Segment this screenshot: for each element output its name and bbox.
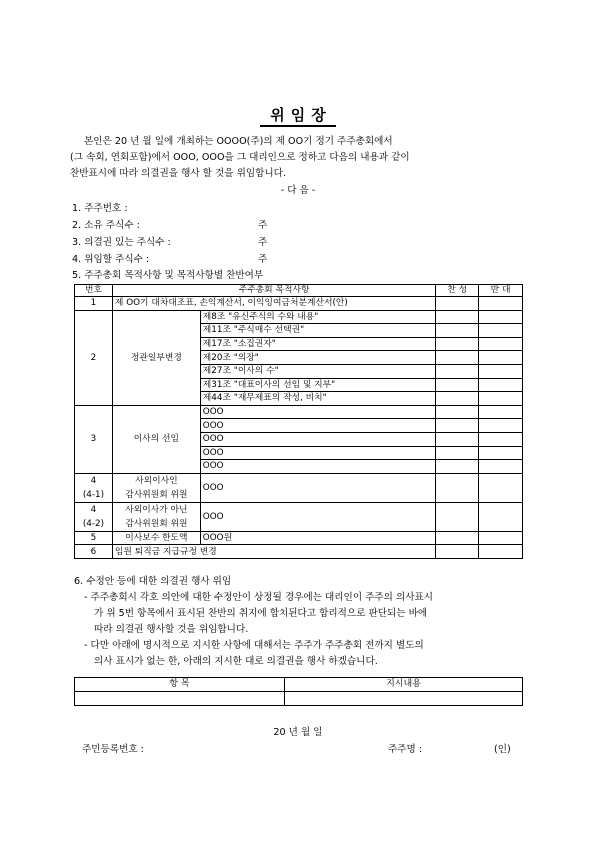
vote-for-cell[interactable] (436, 545, 479, 559)
table-header-row (75, 678, 523, 692)
row-subject: 이사보수 한도액 (112, 531, 200, 545)
vote-for-cell[interactable] (436, 446, 479, 460)
row-subject: 제 OO기 대차대조표, 손익계산서, 이익잉여금처분계산서(안) (112, 297, 435, 311)
vote-against-cell[interactable] (479, 324, 523, 338)
instruction-content-cell[interactable] (285, 692, 523, 706)
vote-against-cell[interactable] (479, 405, 523, 419)
unit-shares: 주 (258, 237, 268, 248)
intro-line: 찬반표시에 따라 의결권을 행사 할 것을 위임합니다. (70, 168, 286, 179)
sub-item: OOO (200, 432, 435, 446)
sub-item: OOO (200, 502, 435, 531)
shareholder-name-label: 주주명 : (388, 744, 423, 755)
row-subject-line: 사외이사인 (135, 475, 178, 486)
instruction-item-cell[interactable] (75, 692, 285, 706)
row-number (75, 502, 113, 531)
table-row (75, 531, 523, 545)
document-title: 위임장 (70, 104, 526, 125)
vote-for-cell[interactable] (436, 419, 479, 433)
row-number: 6 (75, 545, 113, 559)
vote-against-cell[interactable] (479, 531, 523, 545)
unit-shares: 주 (258, 254, 268, 265)
delegation-notes (74, 574, 526, 670)
vote-against-cell[interactable] (479, 432, 523, 446)
row-subject (112, 473, 200, 502)
sub-item: OOO (200, 446, 435, 460)
sub-item: OOO (200, 460, 435, 474)
vote-against-cell[interactable] (479, 460, 523, 474)
vote-against-cell[interactable] (479, 337, 523, 351)
sub-item: 제27조 "이사의 수" (200, 364, 435, 378)
sub-item: 제20조 "의장" (200, 351, 435, 365)
sub-item: 제44조 "재무제표의 작성, 비치" (200, 392, 435, 406)
intro-line: (그 속회, 연회포함)에서 OOO, OOO을 그 대리인으로 정하고 다음의 내용과 같이 (70, 152, 410, 163)
item-owned-shares: 2. 소유 주식수 : (72, 220, 140, 231)
row-number-main: 4 (90, 504, 97, 515)
agenda-table (74, 284, 523, 559)
vote-against-cell[interactable] (479, 351, 523, 365)
note-line: - 다만 아래에 명시적으로 지시한 사항에 대해서는 주주가 주주총회 전까지 별도의 (84, 640, 424, 651)
intro-paragraph (70, 134, 526, 182)
vote-against-cell[interactable] (479, 378, 523, 392)
vote-for-cell[interactable] (436, 310, 479, 324)
row-number: 3 (75, 405, 113, 473)
table-row (75, 297, 523, 311)
sub-item: 제17조 "소집권자" (200, 337, 435, 351)
notes-heading: 6. 수정안 등에 대한 의결권 행사 위임 (74, 576, 232, 587)
header-against: 반 대 (479, 285, 523, 297)
row-subject: 정관일부변경 (112, 310, 200, 405)
vote-against-cell[interactable] (479, 392, 523, 406)
row-number-sub: (4-2) (82, 518, 105, 529)
row-number (75, 473, 113, 502)
vote-for-cell[interactable] (436, 502, 479, 531)
vote-for-cell[interactable] (436, 364, 479, 378)
note-line: 가 위 5번 항목에서 표시된 찬반의 취지에 합치된다고 합리적으로 판단되는 바에 (94, 608, 428, 619)
table-row (75, 545, 523, 559)
header-for: 찬 성 (436, 285, 479, 297)
vote-for-cell[interactable] (436, 297, 479, 311)
item-shareholder-number: 1. 주주번호 : (72, 203, 128, 214)
sub-item: 제11조 "주식매수 선택권" (200, 324, 435, 338)
sub-item: 제8조 "유신주식의 수와 내용" (200, 310, 435, 324)
row-number-sub: (4-1) (82, 489, 105, 500)
row-number: 2 (75, 310, 113, 405)
table-row (75, 405, 523, 419)
vote-for-cell[interactable] (436, 351, 479, 365)
note-line: - 주주총회시 각호 의안에 대한 수정안이 상정될 경우에는 대리인이 주주의 의사표시 (84, 592, 434, 603)
signature-date: 20 년 월 일 (273, 727, 323, 738)
sub-item: OOO원 (200, 531, 435, 545)
resident-number-label: 주민등록번호 : (82, 744, 144, 755)
table-row (75, 502, 523, 531)
row-subject-line: 감사위원회 위원 (125, 489, 188, 500)
da-eum-heading: - 다 음 - (280, 185, 316, 196)
vote-against-cell[interactable] (479, 310, 523, 324)
header-instruction: 지시내용 (285, 678, 523, 692)
vote-for-cell[interactable] (436, 460, 479, 474)
intro-line: 본인은 20 년 월 일에 개최하는 OOOO(주)의 제 OO기 정기 주주총회에서 (84, 136, 393, 147)
unit-shares: 주 (258, 220, 268, 231)
note-line: 의사 표시가 없는 한, 아래의 지시한 대로 의결권을 행사 하겠습니다. (94, 656, 378, 667)
row-number: 1 (75, 297, 113, 311)
vote-for-cell[interactable] (436, 405, 479, 419)
vote-for-cell[interactable] (436, 531, 479, 545)
vote-against-cell[interactable] (479, 545, 523, 559)
table-row (75, 310, 523, 324)
vote-for-cell[interactable] (436, 432, 479, 446)
vote-against-cell[interactable] (479, 419, 523, 433)
row-subject-line: 감사위원회 위원 (125, 518, 188, 529)
item-delegated-shares: 4. 위임할 주식수 : (72, 254, 150, 265)
header-item: 항 목 (75, 678, 285, 692)
table-header-row (75, 285, 523, 297)
header-subject: 주주총회 목적사항 (112, 285, 435, 297)
seal-mark: (인) (494, 744, 511, 755)
row-subject (112, 502, 200, 531)
sub-item: OOO (200, 405, 435, 419)
sub-item: OOO (200, 419, 435, 433)
vote-for-cell[interactable] (436, 378, 479, 392)
vote-against-cell[interactable] (479, 473, 523, 502)
instruction-table (74, 677, 523, 706)
vote-against-cell[interactable] (479, 364, 523, 378)
row-subject: 이사의 선임 (112, 405, 200, 473)
vote-against-cell[interactable] (479, 502, 523, 531)
vote-for-cell[interactable] (436, 392, 479, 406)
vote-against-cell[interactable] (479, 297, 523, 311)
row-number-main: 4 (90, 475, 97, 486)
vote-against-cell[interactable] (479, 446, 523, 460)
header-number: 번호 (75, 285, 113, 297)
row-number: 5 (75, 531, 113, 545)
row-subject: 임원 퇴직금 지급규정 변경 (112, 545, 435, 559)
table-row (75, 473, 523, 502)
item-agenda-heading: 5. 주주총회 목적사항 및 목적사항별 찬반여부 (72, 270, 264, 281)
note-line: 따라 의결권 행사할 것을 위임합니다. (94, 624, 249, 635)
vote-for-cell[interactable] (436, 473, 479, 502)
sub-item: OOO (200, 473, 435, 502)
sub-item: 제31조 "대표이사의 선임 및 지부" (200, 378, 435, 392)
table-row (75, 692, 523, 706)
item-voting-shares: 3. 의결권 있는 주식수 : (72, 237, 171, 248)
vote-for-cell[interactable] (436, 337, 479, 351)
vote-for-cell[interactable] (436, 324, 479, 338)
row-subject-line: 사외이사가 아닌 (125, 504, 188, 515)
